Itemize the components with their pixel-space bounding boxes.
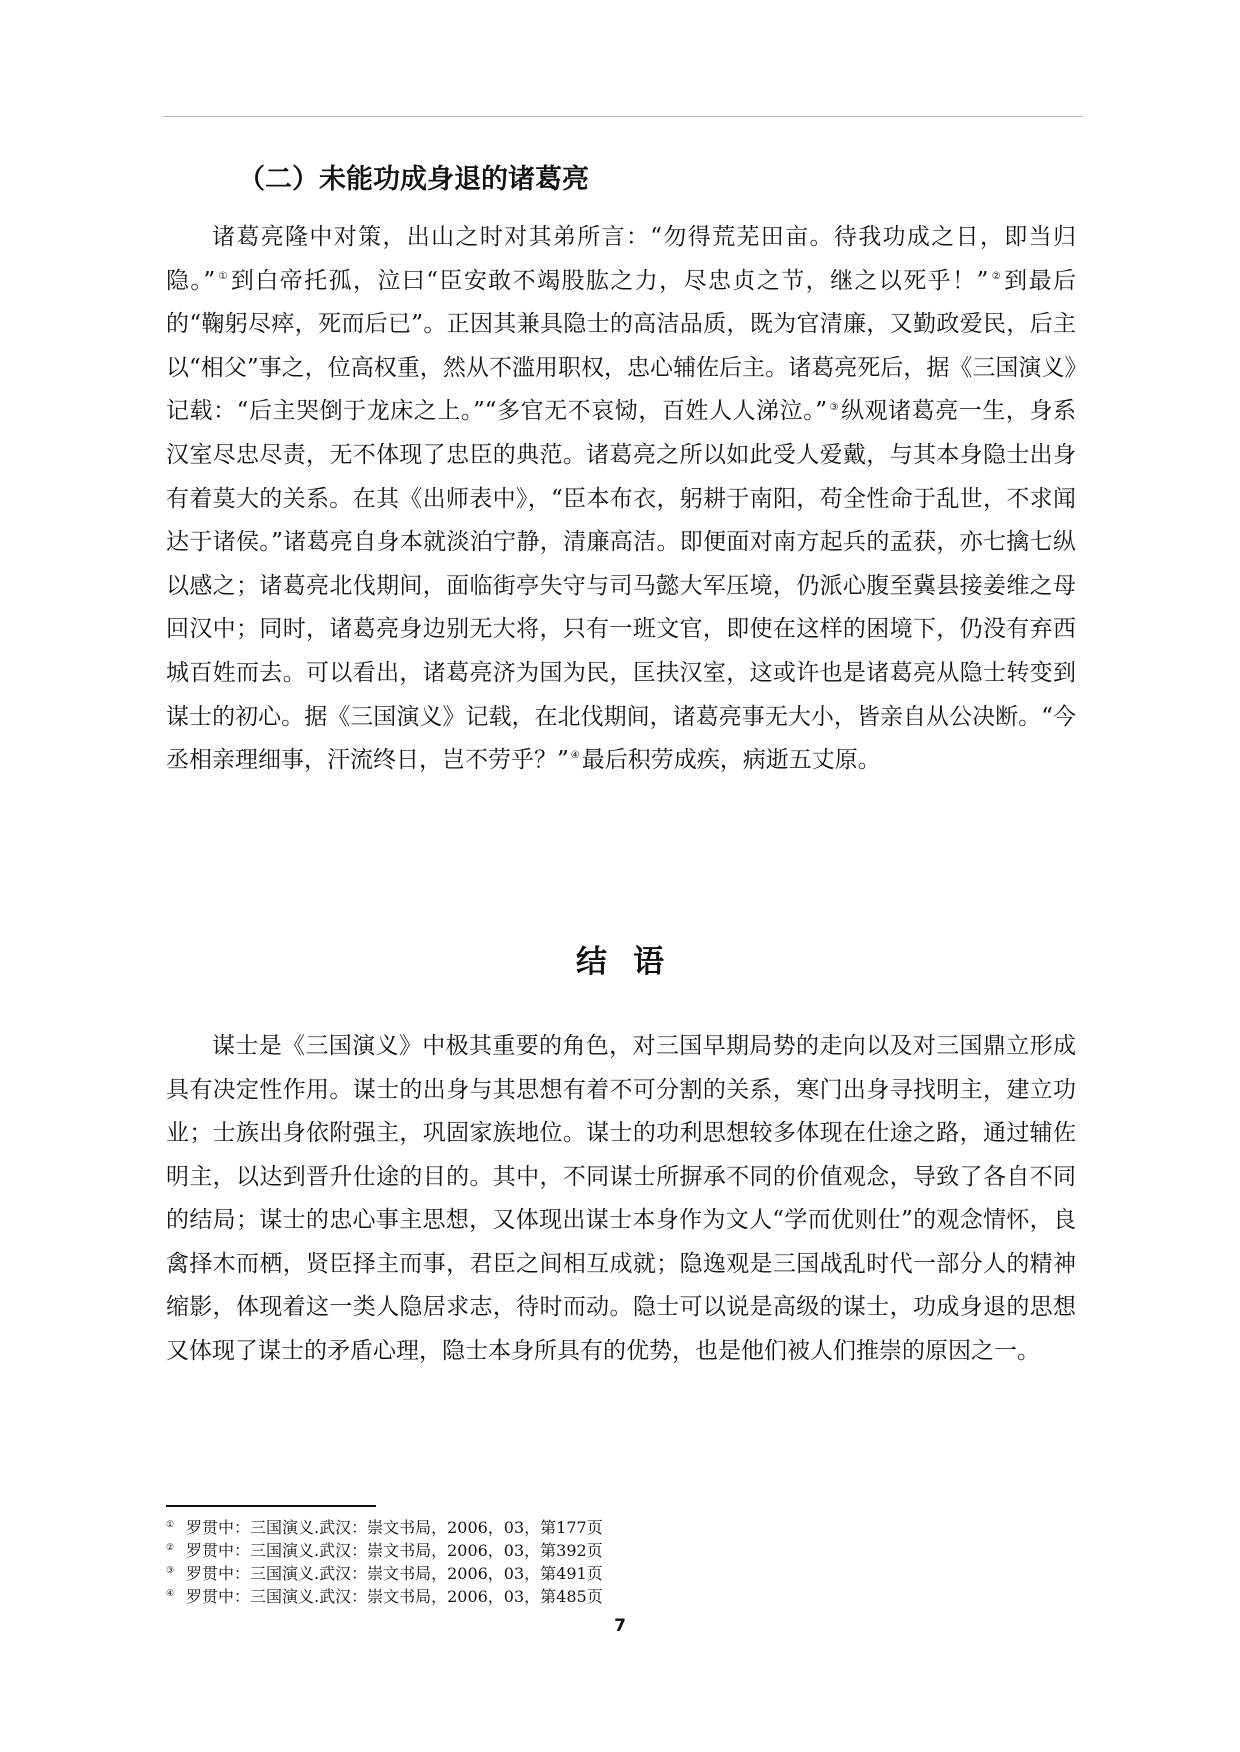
conclusion-title: 结语 — [576, 944, 690, 980]
paragraph-text: 到最后的“鞠躬尽瘁，死而后已”。正因其兼具隐士的高洁品质，既为官清廉，又勤政爱民，后主以“相父”事之，位高权重，然从不滥用职权，忠心辅佐后主。诸葛亮死后，据《三国演义》记载：“后主哭倒于龙床之上。”“多官无不哀恸，百姓人人涕泣。” — [166, 267, 1077, 425]
footnote-3: ③ 罗贯中：三国演义.武汉：崇文书局，2006，03，第491页 — [166, 1564, 603, 1583]
footnotes — [166, 1516, 866, 1608]
header-rule — [163, 116, 1083, 117]
paragraph-text: 最后积劳成疾，病逝五丈原。 — [581, 747, 881, 774]
footnote-4: ④ 罗贯中：三国演义.武汉：崇文书局，2006，03，第485页 — [166, 1587, 603, 1606]
paragraph-text: 诸葛亮隆中对策，出山之时对其弟所言：“勿得荒芜田亩。待我功成之日，即当归隐。” — [166, 224, 1076, 294]
footnote-text: 罗贯中：三国演义.武汉：崇文书局，2006，03，第485页 — [186, 1587, 603, 1606]
section-paragraph — [166, 216, 1076, 783]
paragraph-text: 纵观诸葛亮一生，身系汉室尽忠尽责，无不体现了忠臣的典范。诸葛亮之所以如此受人爱戴，与其本身隐士出身有着莫大的关系。在其《出师表中》，“臣本布衣，躬耕于南阳，苟全性命于乱世，不求闻达于诸侯。”诸葛亮自身本就淡泊宁静，清廉高洁。即便面对南方起兵的孟获，亦七擒七纵以感之；诸葛亮北伐期间，面临街亭失守与司马懿大军压境，仍派心腹至冀县接姜维之母回汉中；同时，诸葛亮身边别无大将，只有一班文官，即使在这样的困境下，仍没有弃西城百姓而去。可以看出，诸葛亮济为国为民，匡扶汉室，这或许也是诸葛亮从隐士转变到谋士的初心。据《三国演义》记载，在北伐期间，诸葛亮事无大小，皆亲自从公决断。“今丞相亲理细事，汗流终日，岂不劳乎？” — [166, 398, 1077, 774]
footnote-text: 罗贯中：三国演义.武汉：崇文书局，2006，03，第177页 — [186, 1518, 603, 1537]
paragraph-text: 到白帝托孤，泣曰“臣安敢不竭股肱之力，尽忠贞之节，继之以死乎！” — [230, 267, 989, 294]
page-number: 7 — [614, 1616, 626, 1636]
footnote-ref-2[interactable]: ② — [990, 270, 1003, 282]
footnote-rule — [166, 1505, 376, 1507]
footnote-text: 罗贯中：三国演义.武汉：崇文书局，2006，03，第491页 — [186, 1564, 603, 1583]
footnote-2: ② 罗贯中：三国演义.武汉：崇文书局，2006，03，第392页 — [166, 1541, 603, 1560]
footnote-text: 罗贯中：三国演义.武汉：崇文书局，2006，03，第392页 — [186, 1541, 603, 1560]
conclusion-paragraph: 谋士是《三国演义》中极其重要的角色，对三国早期局势的走向以及对三国鼎立形成具有决定性作用。谋士的出身与其思想有着不可分割的关系，寒门出身寻找明主，建立功业；士族出身依附强主，巩固家族地位。谋士的功利思想较多体现在仕途之路，通过辅佐明主，以达到晋升仕途的目的。其中，不同谋士所摒承不同的价值观念，导致了各自不同的结局；谋士的忠心事主思想，又体现出谋士本身作为文人“学而优则仕”的观念情怀，良禽择木而栖，贤臣择主而事，君臣之间相互成就；隐逸观是三国战乱时代一部分人的精神缩影，体现着这一类人隐居求志，待时而动。隐士可以说是高级的谋士，功成身退的思想又体现了谋士的矛盾心理，隐士本身所具有的优势，也是他们被人们推崇的原因之一。 — [166, 1033, 1076, 1364]
footnote-ref-4[interactable]: ④ — [570, 750, 580, 762]
footnote-1: ① 罗贯中：三国演义.武汉：崇文书局，2006，03，第177页 — [166, 1518, 603, 1537]
footnote-ref-1[interactable]: ① — [217, 270, 229, 282]
section-heading: （二）未能功成身退的诸葛亮 — [238, 164, 589, 195]
footnote-ref-3[interactable]: ③ — [828, 401, 840, 413]
